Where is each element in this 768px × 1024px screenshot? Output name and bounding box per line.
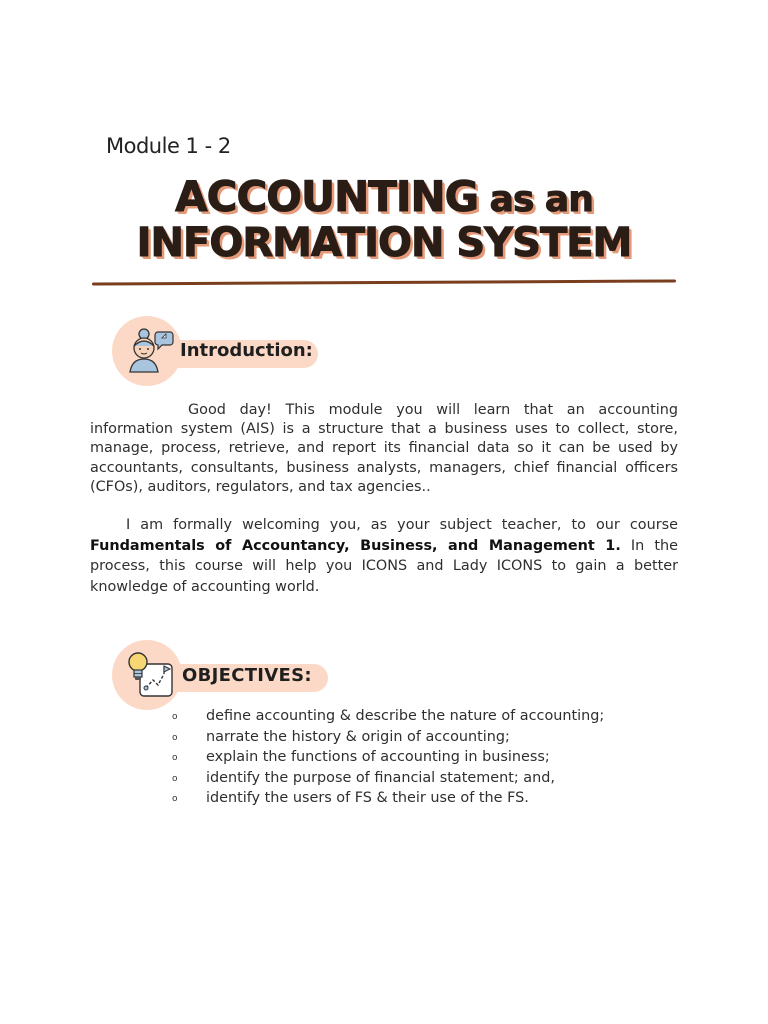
page-title-line1 bbox=[0, 172, 768, 221]
objective-text: identify the users of FS & their use of the FS. bbox=[206, 790, 529, 807]
list-item bbox=[172, 788, 692, 809]
title-divider bbox=[92, 279, 676, 285]
objectives-header bbox=[112, 640, 332, 710]
course-name: Fundamentals of Accountancy, Business, and Management 1. bbox=[90, 537, 621, 554]
module-label: Module 1 - 2 bbox=[106, 134, 231, 158]
title-accounting: ACCOUNTING bbox=[175, 172, 479, 221]
introduction-heading: Introduction: bbox=[180, 340, 313, 361]
teacher-avatar-icon bbox=[126, 326, 176, 376]
objective-text: identify the purpose of financial statement; and, bbox=[206, 769, 555, 786]
title-as-an: as an bbox=[478, 179, 593, 220]
intro-paragraph-2-start: I am formally welcoming you, as your subject teacher, to our course bbox=[126, 517, 678, 533]
bullet: o bbox=[172, 732, 178, 743]
bullet: o bbox=[172, 794, 178, 805]
intro-paragraph-2-end: In the process, this course will help you ICONS and Lady ICONS to gain a better knowledge of accounting world. bbox=[90, 537, 678, 595]
objectives-list bbox=[172, 706, 692, 809]
list-item bbox=[172, 747, 692, 768]
page-title-line2: INFORMATION SYSTEM bbox=[136, 220, 632, 266]
lightbulb-goal-icon bbox=[126, 650, 176, 700]
bullet: o bbox=[172, 773, 178, 784]
objective-text: define accounting & describe the nature of accounting; bbox=[206, 708, 605, 724]
objective-text: narrate the history & origin of accounting; bbox=[206, 728, 510, 745]
objective-text: explain the functions of accounting in business; bbox=[206, 749, 550, 766]
list-item bbox=[172, 706, 692, 727]
list-item bbox=[172, 768, 692, 789]
introduction-header bbox=[112, 316, 322, 386]
list-item bbox=[172, 727, 692, 748]
bullet: o bbox=[172, 712, 178, 722]
intro-paragraph-2 bbox=[90, 515, 678, 597]
bullet: o bbox=[172, 753, 178, 764]
objectives-heading: OBJECTIVES: bbox=[182, 665, 312, 686]
intro-paragraph-1: Good day! This module you will learn that an accounting information system (AIS) is a structure that a business uses to collect, store, manage, process, retrieve, and report its financial data so it can be used by accountants, consultants, business analysts, managers, chief financial officers (CFOs), auditors, regulators, and tax agencies.. bbox=[90, 402, 678, 495]
